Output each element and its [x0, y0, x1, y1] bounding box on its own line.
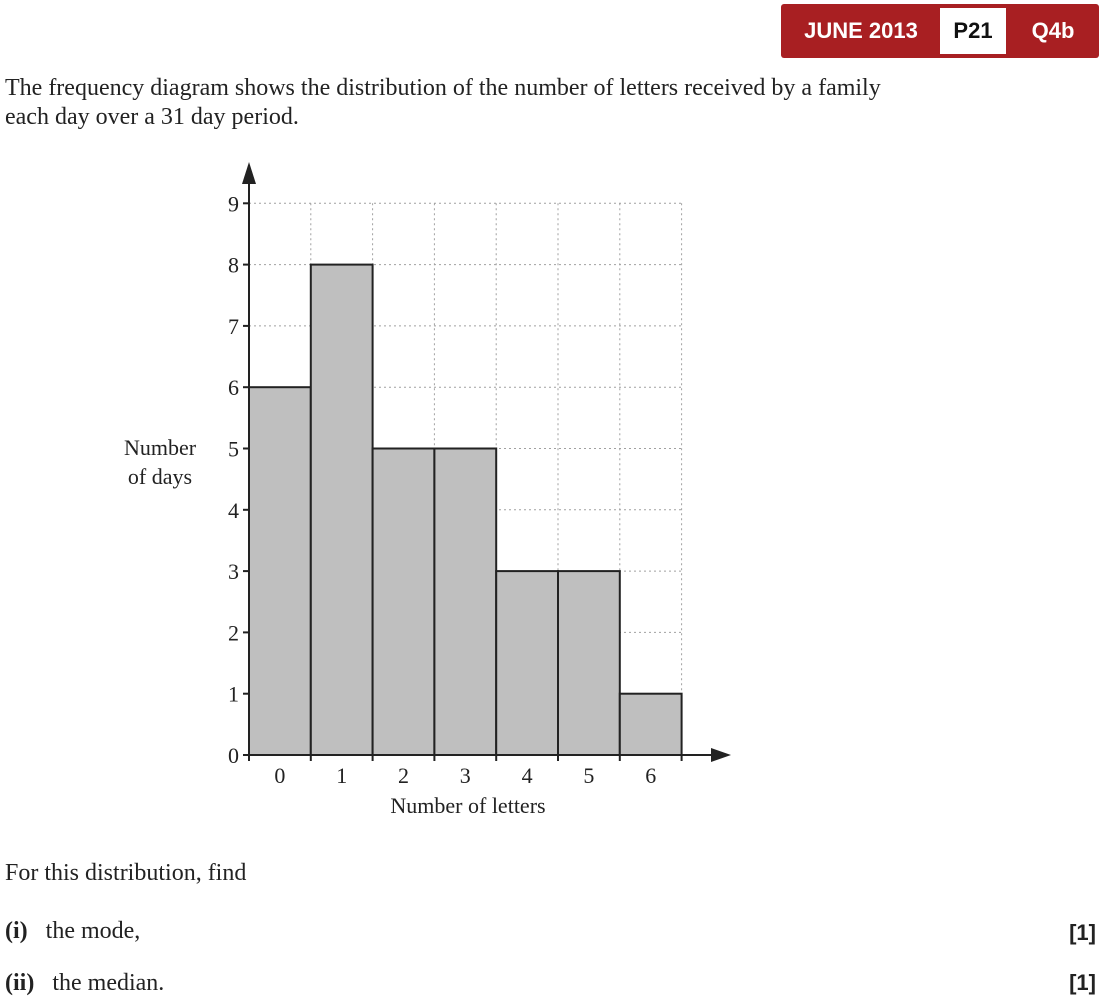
x-tick-label: 3 [459, 763, 471, 788]
intro-line-1: The frequency diagram shows the distribution of the number of letters received by a family [5, 75, 881, 101]
question-reference-badge [781, 4, 1099, 58]
part-i-number: (i) [5, 918, 28, 944]
y-axis-label-line-2: of days [127, 464, 193, 489]
bar-1 [311, 265, 373, 755]
intro-line-2: each day over a 31 day period. [5, 104, 299, 130]
y-tick-label: 5 [228, 436, 239, 462]
x-tick-label: 6 [645, 763, 657, 788]
x-axis-label: Number of letters [390, 793, 546, 818]
part-ii-text: the median. [52, 970, 165, 996]
paper-number: P21 [940, 8, 1006, 54]
part-i-text: the mode, [45, 918, 141, 944]
x-tick-label: 4 [521, 763, 533, 788]
x-axis-arrow-icon [711, 748, 731, 762]
y-tick-label: 3 [228, 559, 239, 585]
y-tick-label: 6 [228, 375, 239, 401]
bar-6 [620, 694, 682, 755]
x-tick-label: 0 [274, 763, 286, 788]
bar-2 [373, 449, 435, 756]
frequency-diagram [0, 150, 760, 830]
y-tick-label: 0 [228, 743, 239, 768]
part-ii-number: (ii) [5, 970, 35, 996]
bar-4 [496, 571, 558, 755]
y-tick-label: 9 [228, 191, 239, 217]
y-tick-label: 1 [228, 681, 239, 707]
bar-3 [434, 449, 496, 756]
question-part-ii [5, 970, 164, 997]
bar-5 [558, 571, 620, 755]
y-tick-label: 4 [228, 497, 239, 523]
y-tick-label: 2 [228, 620, 239, 646]
x-tick-label: 1 [336, 763, 348, 788]
question-part-i [5, 918, 140, 945]
part-i-marks: [1] [1069, 920, 1096, 945]
question-intro [5, 74, 935, 132]
part-ii-marks: [1] [1069, 970, 1096, 995]
bar-0 [249, 387, 311, 755]
exam-session: JUNE 2013 [804, 18, 918, 43]
y-axis-arrow-icon [242, 162, 256, 184]
question-number: Q4b [1031, 18, 1075, 43]
y-tick-label: 8 [228, 252, 239, 278]
y-axis-label-line-1: Number [123, 435, 197, 460]
question-prompt: For this distribution, find [5, 860, 247, 886]
x-tick-label: 2 [398, 763, 409, 788]
y-tick-label: 7 [228, 313, 239, 339]
x-tick-label: 5 [583, 763, 595, 788]
